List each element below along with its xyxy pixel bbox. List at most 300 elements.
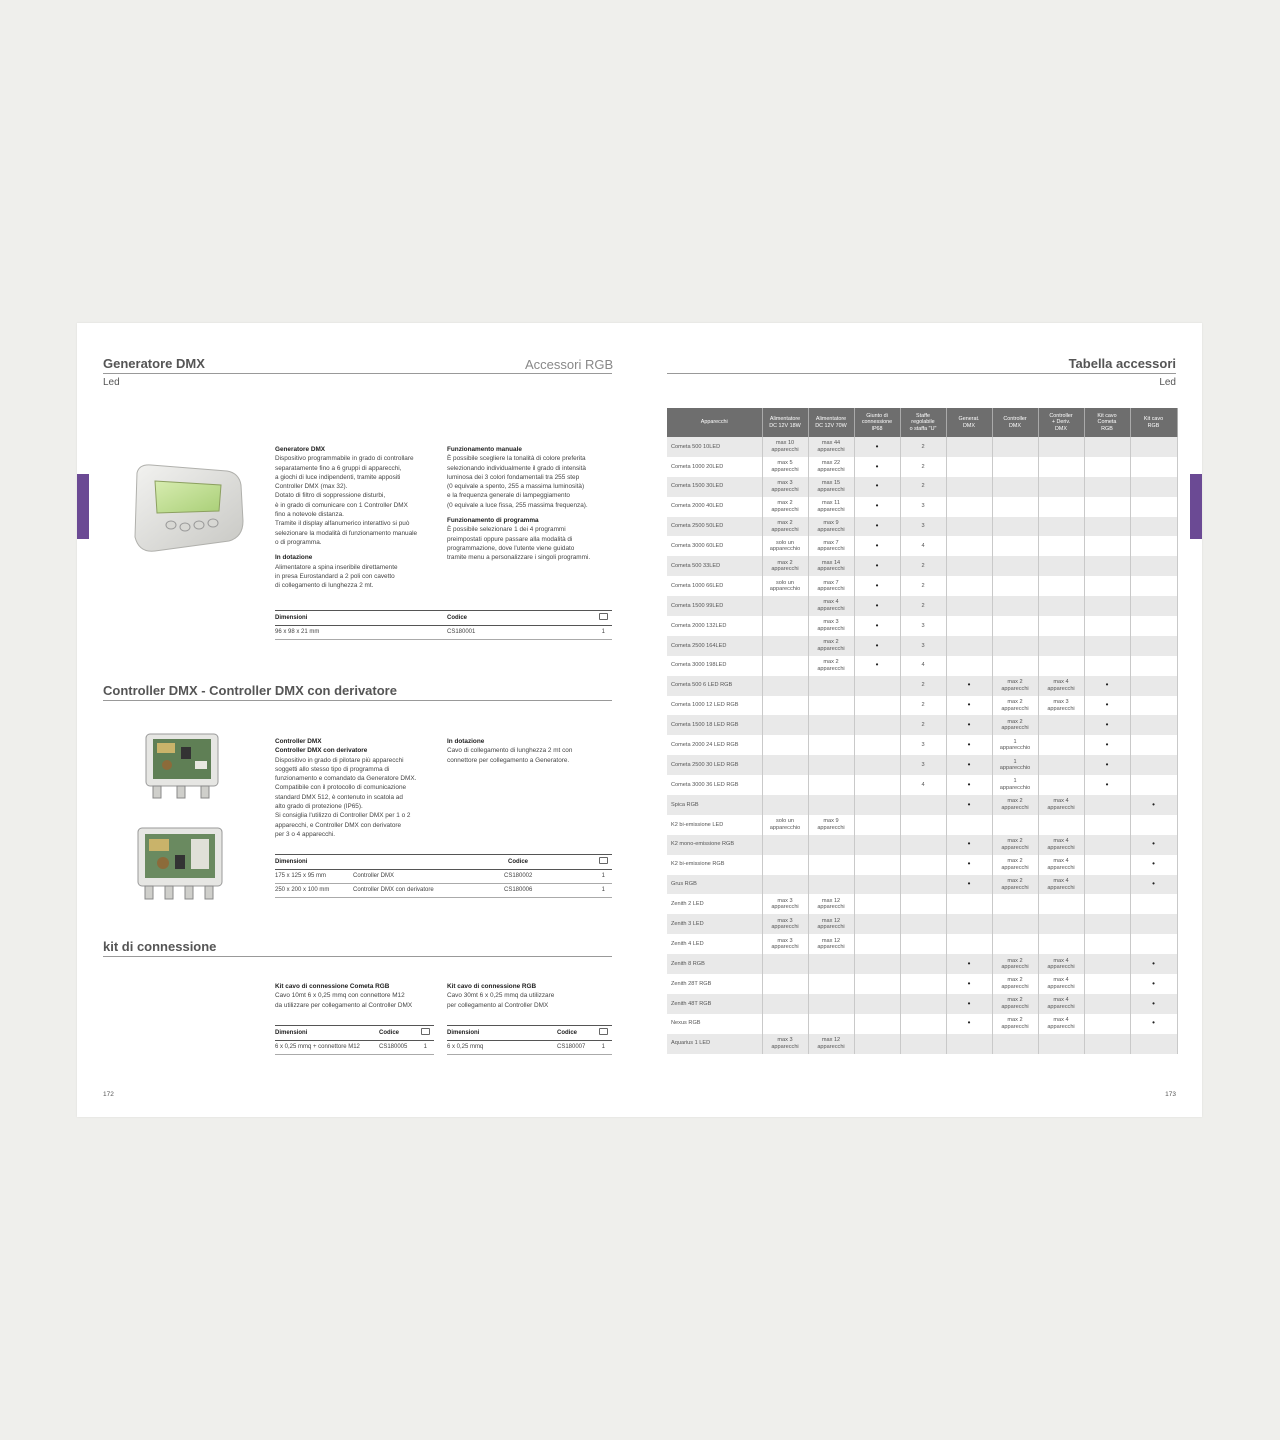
value-cell	[854, 715, 900, 735]
value-cell	[1038, 576, 1084, 596]
product-name-cell: Zenith 8 RGB	[667, 954, 762, 974]
value-cell	[992, 616, 1038, 636]
product-name-cell: Cometa 500 10LED	[667, 437, 762, 457]
product-name-cell: Cometa 500 6 LED RGB	[667, 676, 762, 696]
codice-header: Codice	[447, 615, 468, 621]
table-row	[667, 1034, 1177, 1054]
value-cell	[808, 775, 854, 795]
value-cell	[1130, 616, 1177, 636]
value-line: max 2	[1007, 997, 1023, 1004]
value-cell	[762, 616, 808, 636]
value-cell	[900, 576, 946, 596]
left-section-tab	[77, 474, 89, 539]
value-line: max 4	[1053, 679, 1069, 686]
table-row	[667, 735, 1177, 755]
bullet-cell: •	[1084, 735, 1130, 755]
value-line: 1	[1013, 738, 1017, 745]
table-row	[667, 437, 1177, 457]
header-line: connessione	[861, 419, 893, 426]
spec-qty: 1	[601, 873, 605, 879]
value-cell	[1130, 536, 1177, 556]
value-line: apparecchi	[817, 904, 845, 911]
value-line: 2	[921, 702, 925, 709]
value-cell	[900, 596, 946, 616]
value-line: apparecchi	[817, 1043, 845, 1050]
bullet-cell: •	[854, 576, 900, 596]
category-label: Accessori RGB	[525, 357, 614, 372]
text-line: apparecchi, e Controller DMX con derivatore	[275, 821, 402, 829]
spec-code: CS180007	[557, 1044, 586, 1050]
value-cell	[854, 974, 900, 994]
controller-heading: Controller DMX	[275, 738, 322, 745]
value-cell	[1038, 437, 1084, 457]
value-cell	[900, 974, 946, 994]
value-cell	[1084, 536, 1130, 556]
value-cell	[946, 894, 992, 914]
text-line: Alimentatore a spina inseribile direttamente	[275, 563, 398, 571]
value-cell	[1130, 894, 1177, 914]
value-cell	[808, 934, 854, 954]
value-cell	[762, 536, 808, 556]
value-line: apparecchi	[1001, 1023, 1029, 1030]
spec-row	[275, 884, 612, 898]
text-line: programmazione, dove l'utente viene guidato	[447, 544, 575, 552]
value-cell	[992, 994, 1038, 1014]
value-line: 4	[921, 543, 925, 550]
product-name-cell: Cometa 1500 18 LED RGB	[667, 715, 762, 735]
value-cell	[808, 457, 854, 477]
bullet-cell: •	[1130, 1014, 1177, 1034]
value-cell	[946, 815, 992, 835]
value-line: max 5	[777, 460, 793, 467]
table-row	[667, 974, 1177, 994]
bullet-cell: •	[946, 974, 992, 994]
value-line: 3	[921, 761, 925, 768]
value-line: apparecchi	[1001, 884, 1029, 891]
value-cell	[1038, 596, 1084, 616]
value-cell	[762, 1014, 808, 1034]
spec-desc: Controller DMX con derivatore	[353, 887, 434, 893]
value-line: max 4	[1053, 997, 1069, 1004]
text-line: Dispositivo in grado di pilotare più apparecchi	[275, 756, 404, 764]
value-line: max 2	[777, 559, 793, 566]
value-cell	[762, 855, 808, 875]
value-cell	[1038, 1034, 1084, 1054]
value-line: max 2	[1007, 877, 1023, 884]
value-cell	[1038, 914, 1084, 934]
catalog-spread	[77, 323, 1202, 1117]
value-cell	[900, 894, 946, 914]
bullet-cell: •	[854, 656, 900, 676]
value-cell	[808, 954, 854, 974]
value-cell	[1130, 596, 1177, 616]
value-cell	[992, 497, 1038, 517]
value-line: apparecchi	[771, 904, 799, 911]
value-cell	[1038, 775, 1084, 795]
dimensioni-header: Dimensioni	[447, 1030, 480, 1036]
value-cell	[854, 914, 900, 934]
value-cell	[1084, 934, 1130, 954]
value-cell	[854, 735, 900, 755]
value-cell	[1130, 735, 1177, 755]
value-line: apparecchi	[817, 625, 845, 632]
header-rule	[103, 373, 612, 374]
value-cell	[946, 536, 992, 556]
text-line: funzionamento e comandato da Generatore DMX.	[275, 775, 417, 783]
header-line: Kit cavo	[1097, 412, 1117, 419]
text-line: Compatibile con il protocollo di comunicazione	[275, 784, 407, 792]
spec-row	[275, 870, 612, 884]
product-name-cell: Zenith 28T RGB	[667, 974, 762, 994]
header-line: Generat.	[958, 415, 980, 422]
value-cell	[1084, 596, 1130, 616]
product-name-cell: Cometa 1500 99LED	[667, 596, 762, 616]
value-cell	[1084, 1034, 1130, 1054]
spec-dim: 6 x 0,25 mmq	[447, 1044, 484, 1050]
product-name-cell: Cometa 3000 198LED	[667, 656, 762, 676]
value-line: max 3	[777, 917, 793, 924]
value-line: apparecchio	[999, 765, 1031, 772]
value-cell	[992, 815, 1038, 835]
value-cell	[762, 636, 808, 656]
kit-cometa-spec-table	[275, 1025, 434, 1055]
value-cell	[1038, 795, 1084, 815]
column-header	[1084, 408, 1130, 437]
value-cell	[808, 696, 854, 716]
value-cell	[762, 954, 808, 974]
value-cell	[762, 735, 808, 755]
bullet-cell: •	[1084, 775, 1130, 795]
product-name-cell: Spica RGB	[667, 795, 762, 815]
text-line: tramite menu a personalizzare i singoli programmi.	[447, 554, 591, 562]
table-page-title: Tabella accessori	[1068, 356, 1176, 371]
product-name-cell: Aquarius 1 LED	[667, 1034, 762, 1054]
value-cell	[992, 974, 1038, 994]
value-cell	[946, 636, 992, 656]
value-line: apparecchi	[1001, 864, 1029, 871]
text-line: soggetti allo stesso tipo di programma di	[275, 765, 390, 773]
value-cell	[762, 755, 808, 775]
value-cell	[1038, 974, 1084, 994]
value-line: apparecchi	[1047, 685, 1075, 692]
value-line: 4	[921, 781, 925, 788]
value-line: apparecchi	[817, 466, 845, 473]
value-cell	[762, 875, 808, 895]
value-cell	[1084, 974, 1130, 994]
in-dotazione-heading: In dotazione	[275, 554, 313, 562]
value-line: 4	[921, 662, 925, 669]
bullet-cell: •	[1130, 875, 1177, 895]
value-cell	[808, 1014, 854, 1034]
bullet-cell: •	[854, 596, 900, 616]
value-cell	[808, 755, 854, 775]
value-cell	[946, 616, 992, 636]
value-cell	[992, 596, 1038, 616]
page-title: Generatore DMX	[103, 356, 205, 371]
header-line: Cometa	[1097, 419, 1117, 426]
bullet-cell: •	[946, 1014, 992, 1034]
value-cell	[1084, 497, 1130, 517]
value-line: max 2	[777, 500, 793, 507]
value-cell	[1130, 934, 1177, 954]
kit-section-title: kit di connessione	[103, 939, 217, 954]
value-cell	[946, 457, 992, 477]
value-cell	[992, 934, 1038, 954]
page-subtitle: Led	[1159, 377, 1176, 388]
value-cell	[762, 1034, 808, 1054]
value-line: max 2	[823, 639, 839, 646]
bullet-cell: •	[946, 835, 992, 855]
value-line: apparecchi	[771, 506, 799, 513]
column-header	[808, 408, 854, 437]
value-cell	[854, 1014, 900, 1034]
bullet-cell: •	[946, 855, 992, 875]
value-cell	[808, 815, 854, 835]
value-cell	[900, 1034, 946, 1054]
value-cell	[1130, 914, 1177, 934]
value-line: max 3	[1053, 698, 1069, 705]
value-line: apparecchi	[817, 586, 845, 593]
value-line: max 2	[1007, 679, 1023, 686]
value-cell	[992, 696, 1038, 716]
controller-description	[275, 737, 443, 839]
value-line: max 2	[777, 519, 793, 526]
value-cell	[992, 855, 1038, 875]
text-line: separatamente fino a 6 gruppi di apparecchi,	[275, 464, 402, 472]
header-line: DMX	[1055, 425, 1067, 432]
value-cell	[808, 536, 854, 556]
value-cell	[992, 437, 1038, 457]
bullet-cell: •	[946, 875, 992, 895]
text-line: È possibile scegliere la tonalità di colore preferita	[447, 455, 586, 463]
text-line: per collegamento al Controller DMX	[447, 1001, 549, 1009]
value-cell	[1038, 994, 1084, 1014]
value-line: apparecchi	[1001, 705, 1029, 712]
value-cell	[992, 735, 1038, 755]
table-row	[667, 457, 1177, 477]
dimensioni-header: Dimensioni	[275, 859, 308, 865]
value-line: max 4	[1053, 858, 1069, 865]
value-cell	[808, 517, 854, 537]
value-cell	[762, 835, 808, 855]
value-cell	[900, 795, 946, 815]
text-line: da utilizzare per collegamento al Controller DMX	[275, 1001, 413, 1009]
spec-qty: 1	[601, 887, 605, 893]
product-name-cell: Cometa 2500 30 LED RGB	[667, 755, 762, 775]
value-cell	[946, 477, 992, 497]
value-cell	[900, 517, 946, 537]
bullet-cell: •	[946, 994, 992, 1014]
value-cell	[946, 596, 992, 616]
header-line: Controller	[1003, 415, 1027, 422]
value-line: max 12	[821, 1037, 841, 1044]
text-line: in presa Eurostandard a 2 poli con cavetto	[275, 572, 395, 580]
value-cell	[854, 934, 900, 954]
value-line: max 2	[1007, 838, 1023, 845]
section-rule	[103, 700, 612, 701]
spec-qty: 1	[601, 629, 605, 635]
value-cell	[946, 556, 992, 576]
column-header	[946, 408, 992, 437]
kit-rgb-heading: Kit cavo di connessione RGB	[447, 983, 537, 990]
value-cell	[1084, 875, 1130, 895]
header-line: DC 12V 70W	[815, 422, 847, 429]
text-line: standard DMX 512, è contenuto in scatola ad	[275, 793, 403, 801]
text-line: (0 equivale a luce fissa, 255 massima frequenza).	[447, 501, 588, 509]
text-line: è in grado di comunicare con 1 Controller DMX	[275, 501, 408, 509]
table-row	[667, 656, 1177, 676]
kit-rgb-description	[447, 982, 615, 1010]
spec-code: CS180005	[379, 1044, 408, 1050]
value-cell	[762, 656, 808, 676]
header-rule	[667, 373, 1176, 374]
value-cell	[1084, 954, 1130, 974]
value-line: apparecchi	[771, 526, 799, 533]
spec-header	[275, 854, 612, 870]
controller-section-title: Controller DMX - Controller DMX con derivatore	[103, 683, 397, 698]
text-line: Dotato di filtro di soppressione disturbi,	[275, 492, 386, 500]
value-cell	[1038, 636, 1084, 656]
value-cell	[900, 914, 946, 934]
text-line: È possibile selezionare 1 dei 4 programmi	[447, 526, 566, 534]
column-header	[667, 408, 762, 437]
value-line: 2	[921, 562, 925, 569]
value-line: max 4	[823, 599, 839, 606]
value-cell	[808, 735, 854, 755]
product-name-cell: Cometa 1000 20LED	[667, 457, 762, 477]
programma-heading: Funzionamento di programma	[447, 517, 539, 525]
value-cell	[808, 477, 854, 497]
value-cell	[1038, 815, 1084, 835]
value-line: max 11	[822, 500, 840, 507]
value-cell	[854, 815, 900, 835]
bullet-cell: •	[854, 517, 900, 537]
spec-qty: 1	[601, 1044, 605, 1050]
value-cell	[762, 795, 808, 815]
value-line: 2	[921, 463, 925, 470]
value-line: apparecchi	[1047, 1023, 1075, 1030]
value-line: apparecchi	[817, 486, 845, 493]
bullet-cell: •	[854, 457, 900, 477]
value-cell	[762, 994, 808, 1014]
page-number-right: 173	[1165, 1091, 1176, 1098]
product-name-cell: Grus RGB	[667, 875, 762, 895]
bullet-cell: •	[854, 636, 900, 656]
header-line: Alimentatore	[815, 415, 847, 422]
bullet-cell: •	[1084, 715, 1130, 735]
value-cell	[900, 875, 946, 895]
value-cell	[1084, 914, 1130, 934]
bullet-cell: •	[946, 795, 992, 815]
value-cell	[1084, 795, 1130, 815]
value-line: apparecchi	[771, 486, 799, 493]
value-cell	[992, 715, 1038, 735]
value-cell	[1130, 656, 1177, 676]
controller-in-dotazione	[447, 737, 615, 765]
header-line: Controller	[1049, 412, 1073, 419]
kit-cometa-heading: Kit cavo di connessione Cometa RGB	[275, 983, 390, 990]
table-row	[667, 795, 1177, 815]
value-cell	[762, 517, 808, 537]
value-cell	[1084, 517, 1130, 537]
table-row	[667, 934, 1177, 954]
value-cell	[900, 477, 946, 497]
value-cell	[854, 676, 900, 696]
value-line: apparecchi	[1047, 864, 1075, 871]
value-line: apparecchi	[771, 466, 799, 473]
value-line: apparecchi	[1047, 884, 1075, 891]
value-line: 3	[921, 503, 925, 510]
value-cell	[1084, 556, 1130, 576]
value-cell	[1038, 755, 1084, 775]
column-header	[900, 408, 946, 437]
value-cell	[900, 835, 946, 855]
product-name-cell: Cometa 1000 66LED	[667, 576, 762, 596]
value-line: apparecchi	[1001, 725, 1029, 732]
value-cell	[1084, 656, 1130, 676]
value-cell	[762, 914, 808, 934]
column-header	[1130, 408, 1177, 437]
text-line: (0 equivale a spento, 255 a massima luminosità)	[447, 483, 585, 491]
value-cell	[946, 437, 992, 457]
bullet-cell: •	[1084, 755, 1130, 775]
text-line: Cavo di collegamento di lunghezza 2 mt con	[447, 747, 573, 755]
table-row	[667, 536, 1177, 556]
value-cell	[808, 636, 854, 656]
value-cell	[900, 536, 946, 556]
spec-code: CS180002	[504, 873, 533, 879]
header-line: Apparecchi	[700, 419, 728, 426]
value-cell	[946, 934, 992, 954]
table-row	[667, 994, 1177, 1014]
spec-row	[275, 1041, 434, 1055]
value-line: apparecchi	[817, 446, 845, 453]
value-line: solo un	[775, 818, 795, 825]
value-cell	[992, 1014, 1038, 1034]
value-line: max 2	[1007, 798, 1023, 805]
bullet-cell: •	[946, 755, 992, 775]
bullet-cell: •	[1130, 954, 1177, 974]
value-cell	[900, 616, 946, 636]
value-line: solo un	[775, 539, 795, 546]
value-cell	[1038, 954, 1084, 974]
value-line: apparecchi	[771, 924, 799, 931]
kit-cometa-description	[275, 982, 440, 1010]
value-cell	[900, 1014, 946, 1034]
value-line: apparecchi	[771, 446, 799, 453]
value-cell	[808, 974, 854, 994]
value-cell	[1130, 517, 1177, 537]
table-row	[667, 715, 1177, 735]
spec-qty: 1	[423, 1044, 427, 1050]
value-cell	[808, 795, 854, 815]
table-row	[667, 596, 1177, 616]
header-line: RGB	[1101, 425, 1113, 432]
value-cell	[1084, 994, 1130, 1014]
header-line: RGB	[1147, 422, 1160, 429]
value-line: max 4	[1053, 838, 1069, 845]
value-line: apparecchi	[817, 824, 845, 831]
value-cell	[900, 656, 946, 676]
value-line: 2	[921, 582, 925, 589]
table-row	[667, 676, 1177, 696]
bullet-cell: •	[946, 676, 992, 696]
value-cell	[900, 934, 946, 954]
value-line: max 2	[1007, 858, 1023, 865]
value-cell	[1038, 556, 1084, 576]
value-cell	[762, 715, 808, 735]
value-line: solo un	[775, 579, 795, 586]
